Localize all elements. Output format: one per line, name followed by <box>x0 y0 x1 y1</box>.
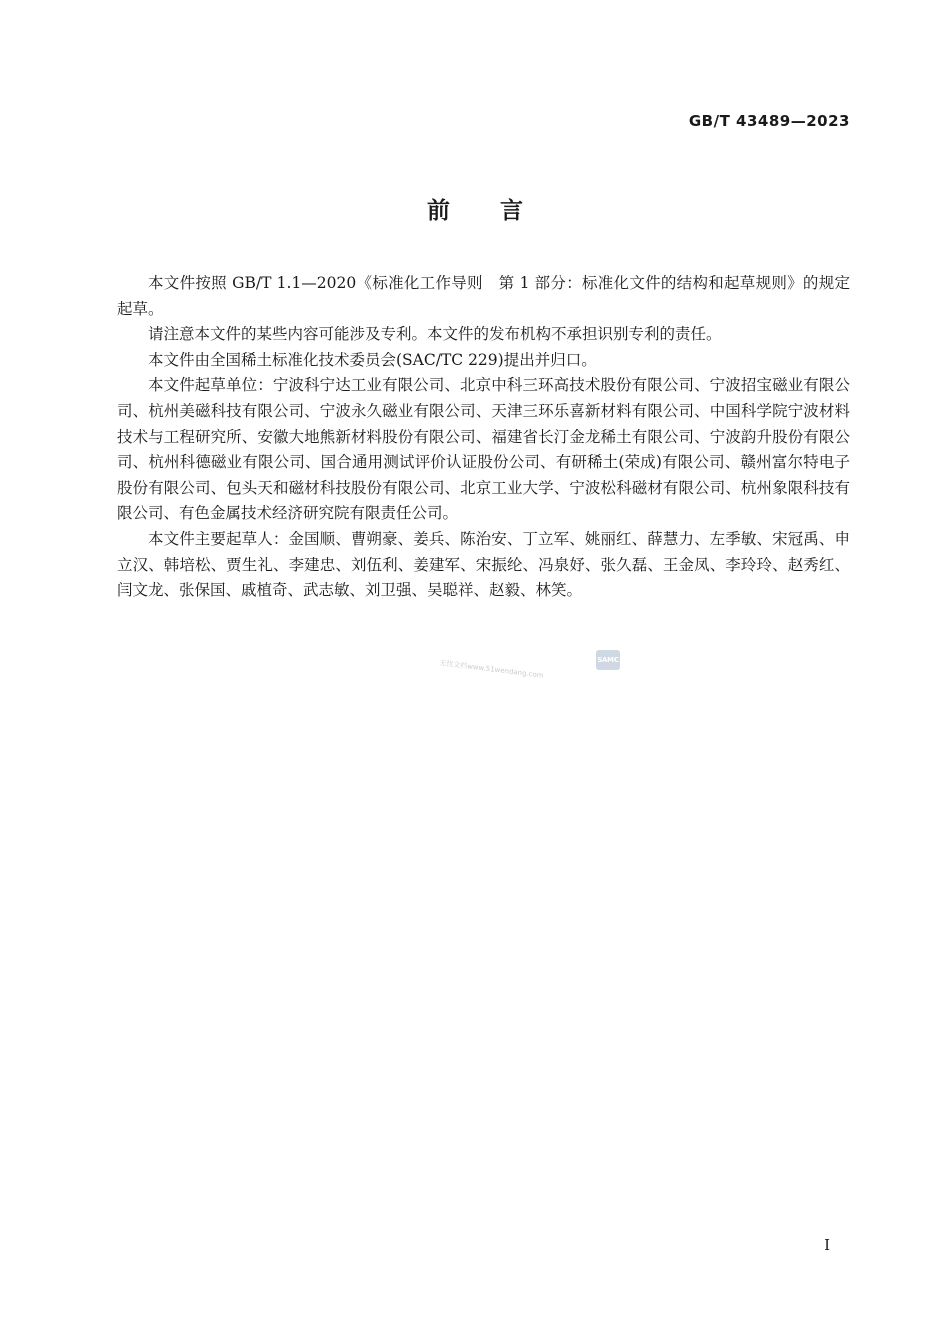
page-title: 前言 <box>427 197 573 224</box>
standard-code: GB/T 43489—2023 <box>688 112 850 130</box>
paragraph-drafting-units: 本文件起草单位：宁波科宁达工业有限公司、北京中科三环高技术股份有限公司、宁波招宝磁业有限公司、杭州美磁科技有限公司、宁波永久磁业有限公司、天津三环乐喜新材料有限公司、中国科学院宁波材料技术与工程研究所、安徽大地熊新材料股份有限公司、福建省长汀金龙稀土有限公司、宁波韵升股份有限公司、杭州科德磁业有限公司、国合通用测试评价认证股份公司、有研稀土(荣成)有限公司、赣州富尔特电子股份有限公司、包头天和磁材科技股份有限公司、北京工业大学、宁波松科磁材有限公司、杭州象限科技有限公司、有色金属技术经济研究院有限责任公司。 <box>117 376 850 523</box>
foreword-body <box>117 271 850 604</box>
paragraph-proposing-committee: 本文件由全国稀土标准化技术委员会(SAC/TC 229)提出并归口。 <box>148 350 597 369</box>
paragraph-patent-notice: 请注意本文件的某些内容可能涉及专利。本文件的发布机构不承担识别专利的责任。 <box>148 325 722 344</box>
watermark <box>440 650 630 690</box>
paragraph-drafting-rules: 本文件按照 GB/T 1.1—2020《标准化工作导则 第 1 部分：标准化文件的结构和起草规则》的规定起草。 <box>117 274 850 318</box>
page-number: I <box>824 1236 830 1254</box>
paragraph-drafters: 本文件主要起草人：金国顺、曹朔豪、姜兵、陈治安、丁立军、姚丽红、薛慧力、左季敏、宋冠禹、申立汉、韩培松、贾生礼、李建忠、刘伍利、姜建军、宋振纶、冯泉妤、张久磊、王金凤、李玲玲、赵秀红、闫文龙、张保国、戚植奇、武志敏、刘卫强、吴聪祥、赵毅、林笑。 <box>117 529 850 600</box>
watermark-logo-icon: SAMC <box>596 650 620 670</box>
watermark-text: 无忧文档www.51wendang.com <box>438 658 545 680</box>
